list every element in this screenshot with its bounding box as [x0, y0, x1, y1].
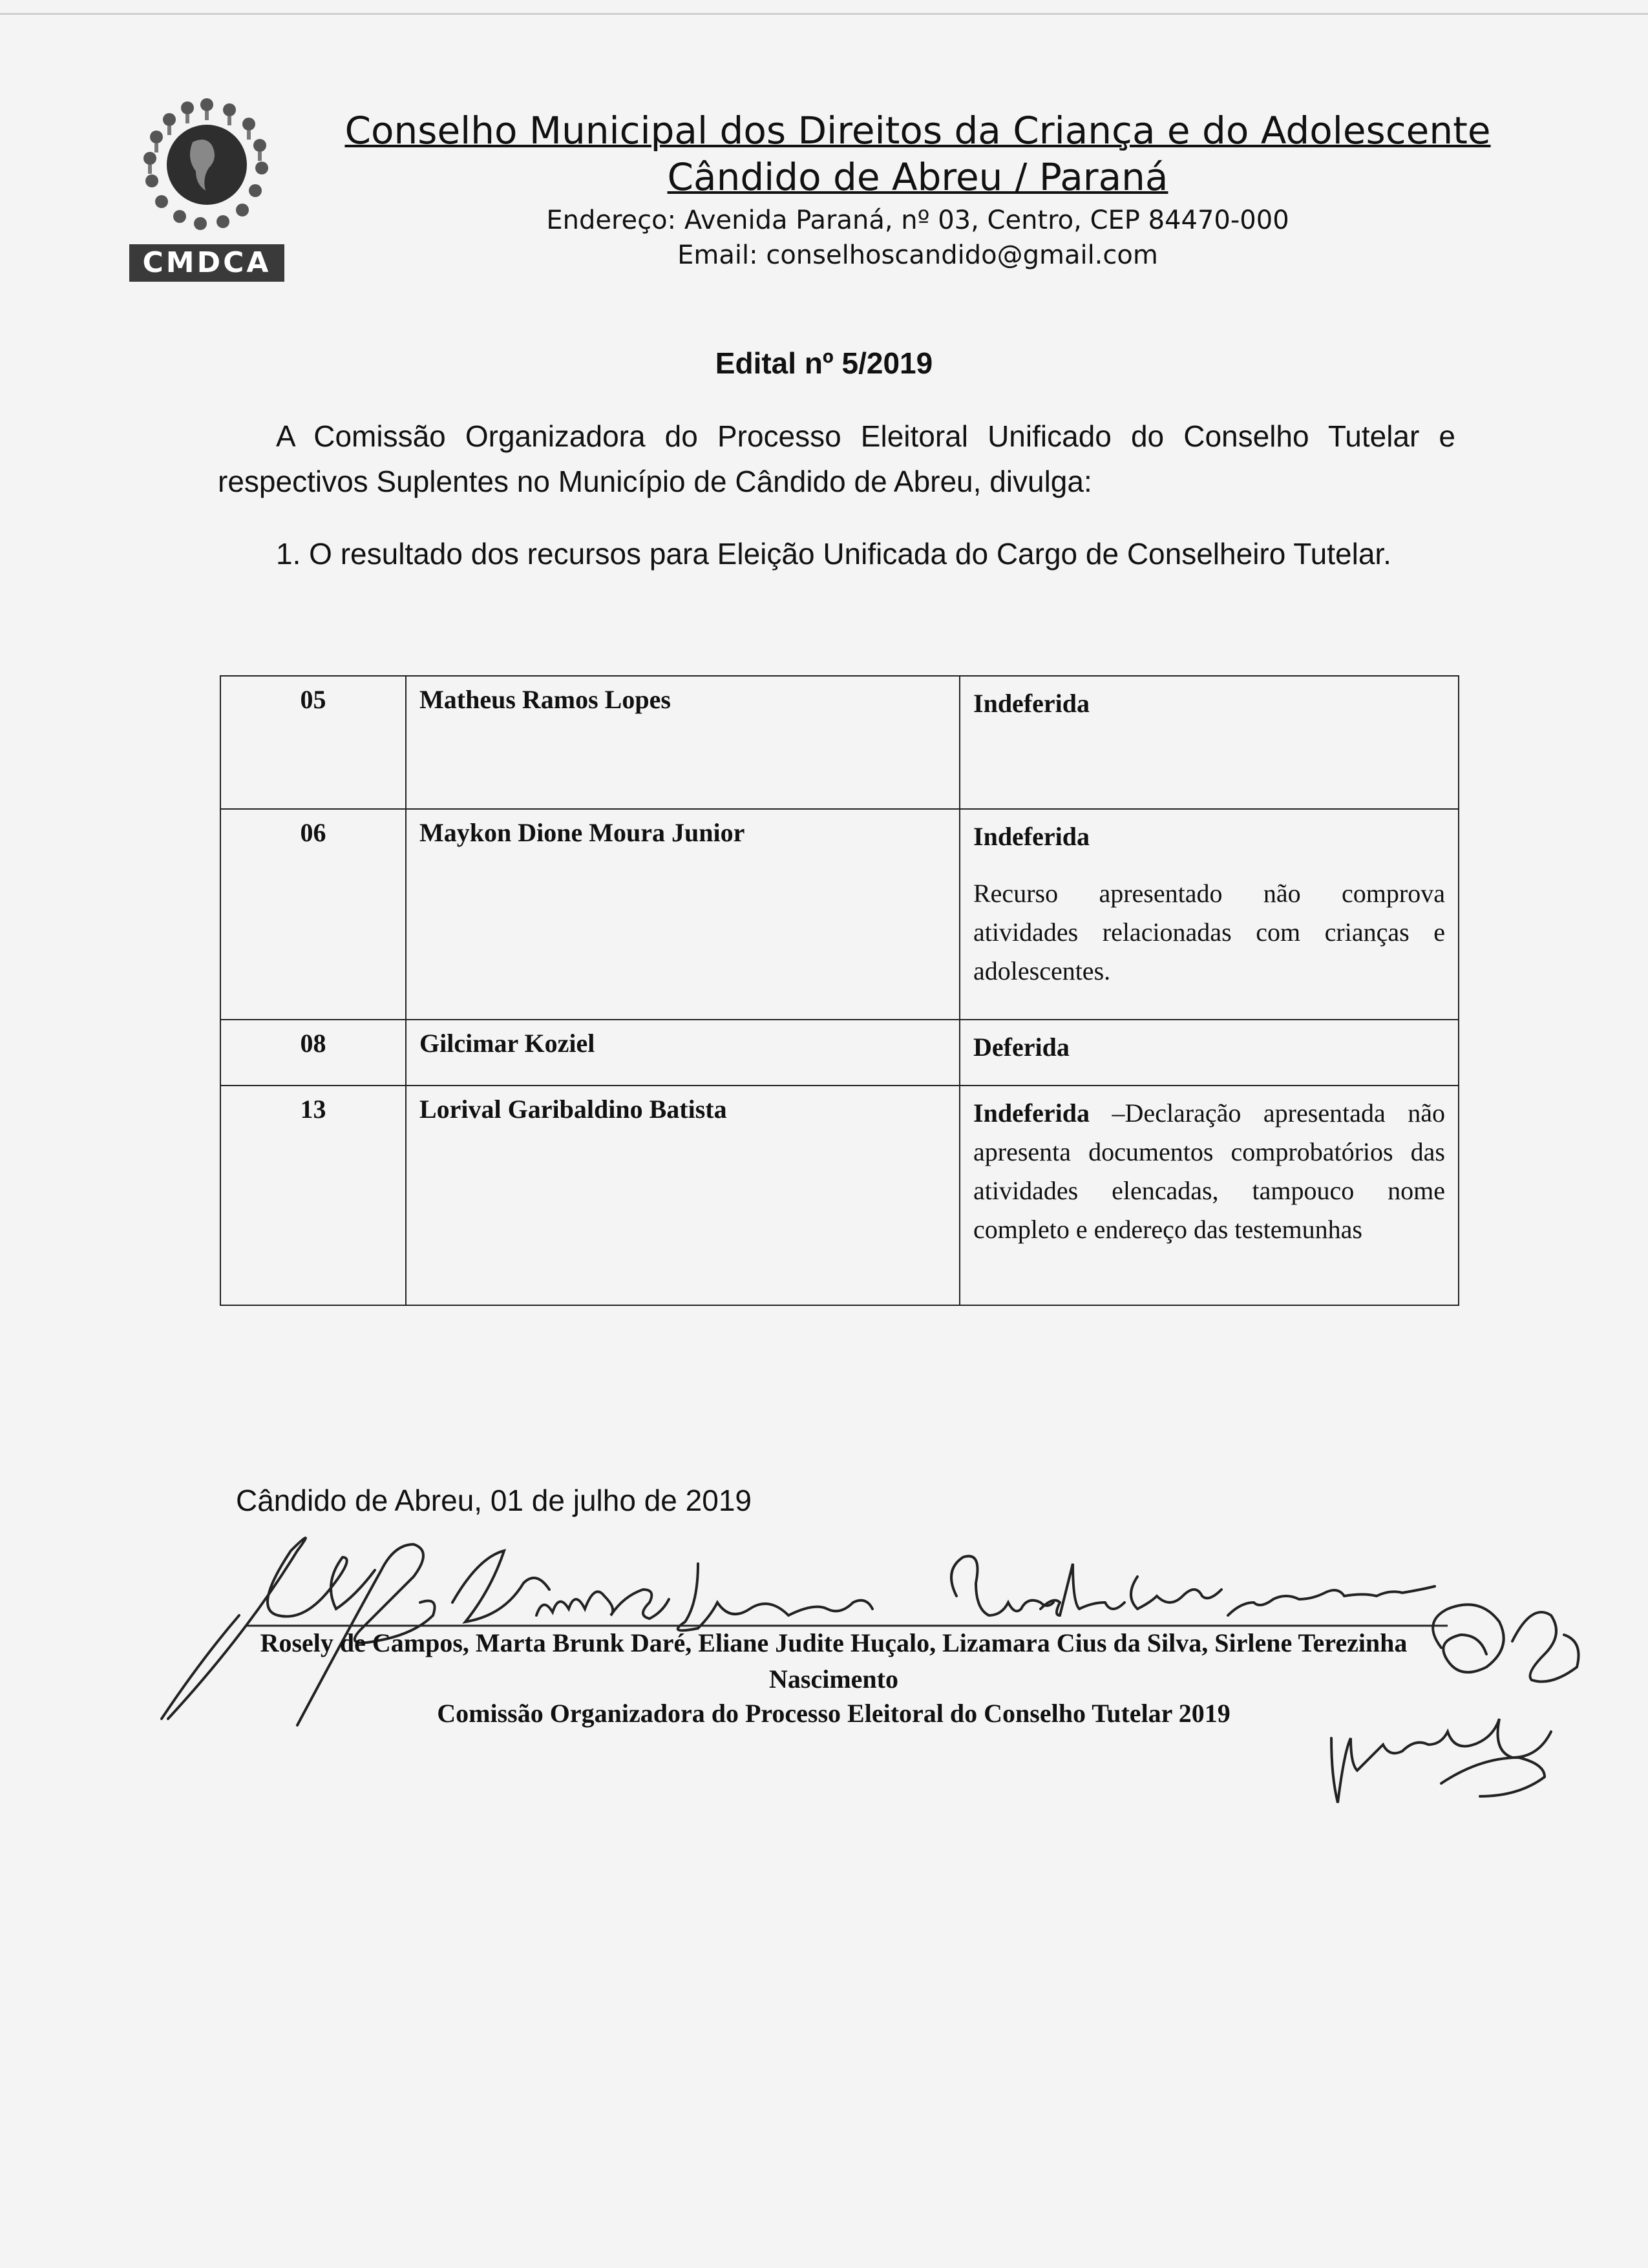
signers-names: Rosely de Campos, Marta Brunk Daré, Eliane Judite Huçalo, Lizamara Cius da Silva, Sirlene Terezinha Nascimento [260, 1628, 1408, 1694]
result-cell [960, 1020, 1459, 1086]
candidate-number: 08 [220, 1020, 406, 1086]
council-email: Email: conselhoscandido@gmail.com [677, 240, 1158, 270]
table-row [220, 809, 1459, 1020]
result-status: Indeferida [973, 822, 1090, 851]
council-location: Cândido de Abreu / Paraná [667, 155, 1168, 199]
item-1-paragraph: 1. O resultado dos recursos para Eleição Unificada do Cargo de Conselheiro Tutelar. [276, 537, 1391, 571]
candidate-number: 13 [220, 1086, 406, 1305]
result-status: Indeferida [973, 1098, 1090, 1128]
candidate-number: 05 [220, 676, 406, 809]
candidate-name: Lorival Garibaldino Batista [406, 1086, 960, 1305]
council-address: Endereço: Avenida Paraná, nº 03, Centro, CEP 84470-000 [546, 205, 1289, 235]
candidate-name: Gilcimar Koziel [406, 1020, 960, 1086]
council-title: Conselho Municipal dos Direitos da Criança e do Adolescente [344, 109, 1491, 152]
result-cell [960, 1086, 1459, 1305]
table-row [220, 1086, 1459, 1305]
place-and-date: Cândido de Abreu, 01 de julho de 2019 [236, 1484, 752, 1517]
result-cell [960, 676, 1459, 809]
result-status: Indeferida [973, 689, 1090, 718]
candidate-number: 06 [220, 809, 406, 1020]
result-cell [960, 809, 1459, 1020]
result-reason: – Declaração apresentada não apresenta documentos comprobatórios das atividades elencadas, tampouco nome completo e endereço das testemunhas [973, 1098, 1445, 1244]
candidate-name: Maykon Dione Moura Junior [406, 809, 960, 1020]
intro-paragraph: A Comissão Organizadora do Processo Eleitoral Unificado do Conselho Tutelar e respectivos Suplentes no Município de Cândido de Abreu, divulga: [218, 419, 1455, 498]
edital-title: Edital nº 5/2019 [715, 346, 933, 380]
candidate-name: Matheus Ramos Lopes [406, 676, 960, 809]
commission-name: Comissão Organizadora do Processo Eleitoral do Conselho Tutelar 2019 [437, 1699, 1231, 1728]
result-status: Deferida [973, 1033, 1070, 1062]
scan-edge-line [0, 13, 1648, 15]
result-reason: Recurso apresentado não comprova atividades relacionadas com crianças e adolescentes. [973, 879, 1445, 985]
logo-caption: CMDCA [129, 244, 284, 282]
table-row [220, 1020, 1459, 1086]
table-row [220, 676, 1459, 809]
results-table [220, 675, 1459, 1306]
